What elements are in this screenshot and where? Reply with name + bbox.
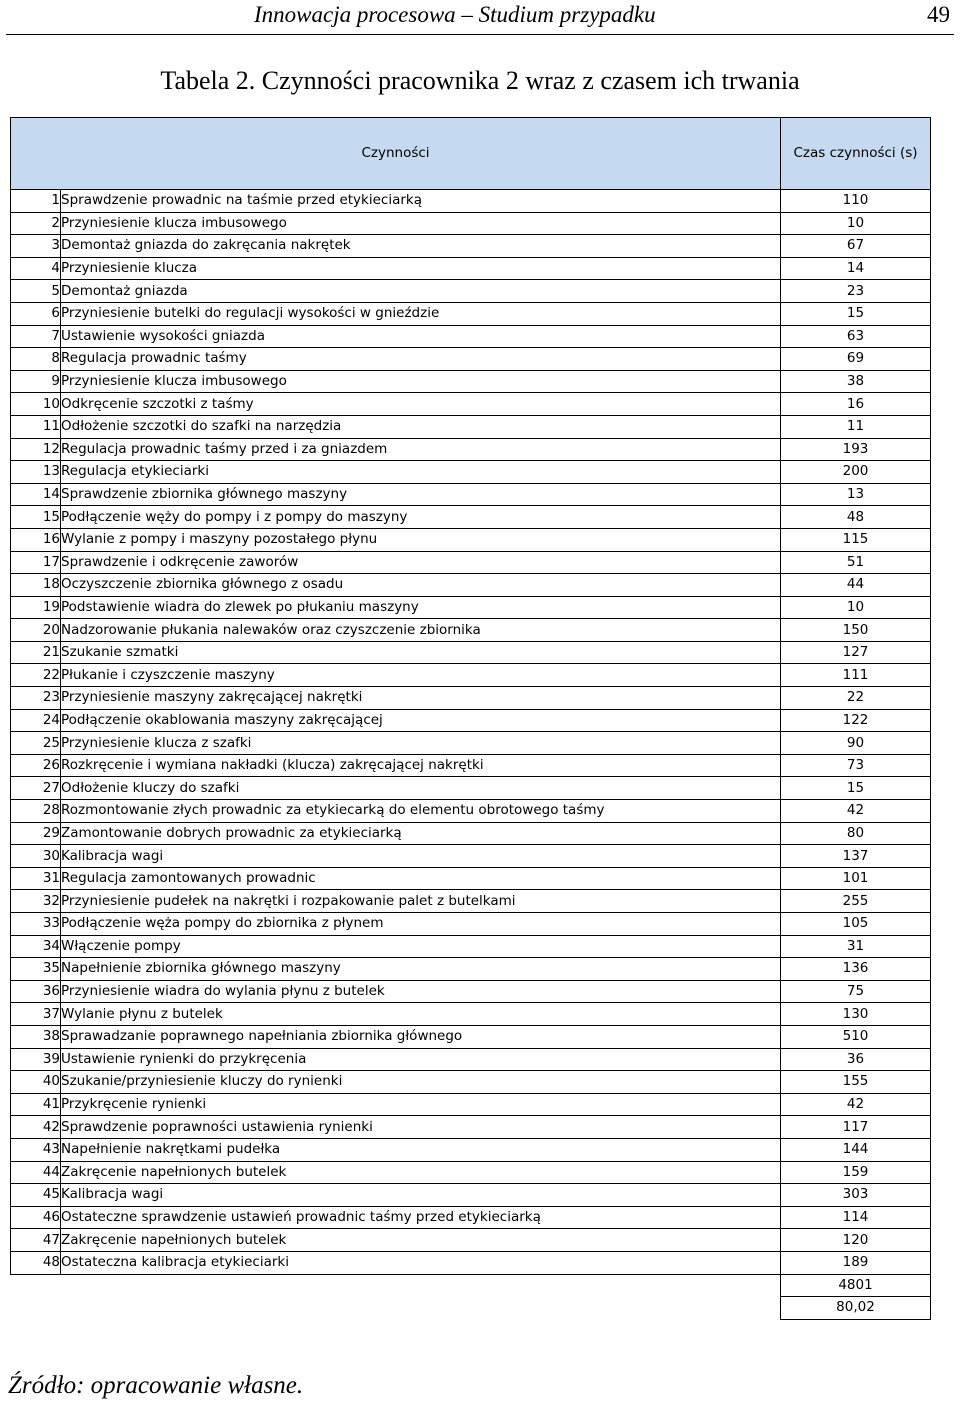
table-row	[11, 235, 931, 258]
activity-cell: Szukanie/przyniesienie kluczy do rynienki	[61, 1071, 781, 1094]
row-number: 29	[11, 822, 61, 845]
row-number: 1	[11, 190, 61, 213]
table-row	[11, 1206, 931, 1229]
table-row	[11, 483, 931, 506]
row-number: 18	[11, 574, 61, 597]
row-number: 23	[11, 687, 61, 710]
time-cell: 136	[781, 958, 931, 981]
table-row	[11, 822, 931, 845]
table-row	[11, 325, 931, 348]
activity-cell: Sprawdzenie prowadnic na taśmie przed etykieciarką	[61, 190, 781, 213]
table-row	[11, 664, 931, 687]
row-number: 28	[11, 800, 61, 823]
row-number: 7	[11, 325, 61, 348]
table-row	[11, 280, 931, 303]
row-number: 14	[11, 483, 61, 506]
activity-cell: Przyniesienie klucza imbusowego	[61, 370, 781, 393]
time-cell: 111	[781, 664, 931, 687]
row-number: 41	[11, 1093, 61, 1116]
activity-cell: Regulacja prowadnic taśmy przed i za gniazdem	[61, 438, 781, 461]
activity-cell: Odłożenie szczotki do szafki na narzędzia	[61, 415, 781, 438]
activities-table	[10, 117, 931, 1320]
row-number: 40	[11, 1071, 61, 1094]
row-number: 31	[11, 867, 61, 890]
row-number: 37	[11, 1003, 61, 1026]
time-cell: 159	[781, 1161, 931, 1184]
activity-cell: Przyniesienie klucza z szafki	[61, 732, 781, 755]
row-number: 35	[11, 958, 61, 981]
table-row	[11, 438, 931, 461]
row-number: 20	[11, 619, 61, 642]
time-cell: 150	[781, 619, 931, 642]
table-row	[11, 1138, 931, 1161]
row-number: 43	[11, 1138, 61, 1161]
activity-cell: Rozmontowanie złych prowadnic za etykiecarką do elementu obrotowego taśmy	[61, 800, 781, 823]
page-number: 49	[927, 2, 950, 27]
activity-cell: Nadzorowanie płukania nalewaków oraz czyszczenie zbiornika	[61, 619, 781, 642]
activity-cell: Przyniesienie klucza imbusowego	[61, 212, 781, 235]
table-row	[11, 506, 931, 529]
row-number: 34	[11, 935, 61, 958]
time-cell: 105	[781, 913, 931, 936]
activity-cell: Sprawdzenie zbiornika głównego maszyny	[61, 483, 781, 506]
row-number: 46	[11, 1206, 61, 1229]
table-row	[11, 415, 931, 438]
activity-cell: Sprawdzenie i odkręcenie zaworów	[61, 551, 781, 574]
table-header-row	[11, 118, 931, 190]
time-cell: 144	[781, 1138, 931, 1161]
activity-cell: Regulacja etykieciarki	[61, 461, 781, 484]
table-row	[11, 1025, 931, 1048]
table-row	[11, 1003, 931, 1026]
table-row	[11, 1116, 931, 1139]
row-number: 3	[11, 235, 61, 258]
time-cell: 255	[781, 890, 931, 913]
time-cell: 137	[781, 845, 931, 868]
activity-cell: Regulacja zamontowanych prowadnic	[61, 867, 781, 890]
row-number: 4	[11, 257, 61, 280]
activity-cell: Zamontowanie dobrych prowadnic za etykieciarką	[61, 822, 781, 845]
time-cell: 120	[781, 1229, 931, 1252]
time-cell: 189	[781, 1251, 931, 1274]
time-cell: 117	[781, 1116, 931, 1139]
activity-cell: Wylanie z pompy i maszyny pozostałego płynu	[61, 528, 781, 551]
row-number: 15	[11, 506, 61, 529]
running-header	[6, 0, 954, 35]
activity-cell: Odkręcenie szczotki z taśmy	[61, 393, 781, 416]
time-cell: 63	[781, 325, 931, 348]
time-cell: 115	[781, 528, 931, 551]
total-minutes-cell: 80,02	[781, 1297, 931, 1320]
activity-cell: Szukanie szmatki	[61, 641, 781, 664]
activity-cell: Oczyszczenie zbiornika głównego z osadu	[61, 574, 781, 597]
activity-cell: Podłączenie węży do pompy i z pompy do maszyny	[61, 506, 781, 529]
activity-cell: Ustawienie wysokości gniazda	[61, 325, 781, 348]
source-note: Źródło: opracowanie własne.	[8, 1372, 304, 1399]
time-cell: 48	[781, 506, 931, 529]
activity-cell: Przyniesienie pudełek na nakrętki i rozpakowanie palet z butelkami	[61, 890, 781, 913]
activity-cell: Włączenie pompy	[61, 935, 781, 958]
activity-cell: Podstawienie wiadra do zlewek po płukaniu maszyny	[61, 596, 781, 619]
time-cell: 127	[781, 641, 931, 664]
row-number: 12	[11, 438, 61, 461]
table-row	[11, 1161, 931, 1184]
row-number: 21	[11, 641, 61, 664]
time-cell: 14	[781, 257, 931, 280]
table-row	[11, 913, 931, 936]
activity-cell: Przyniesienie butelki do regulacji wysokości w gnieździe	[61, 302, 781, 325]
activity-cell: Zakręcenie napełnionych butelek	[61, 1161, 781, 1184]
time-cell: 11	[781, 415, 931, 438]
table-row	[11, 1093, 931, 1116]
time-cell: 36	[781, 1048, 931, 1071]
time-cell: 16	[781, 393, 931, 416]
time-cell: 67	[781, 235, 931, 258]
time-cell: 38	[781, 370, 931, 393]
table-row	[11, 1229, 931, 1252]
row-number: 48	[11, 1251, 61, 1274]
total-minutes-row	[11, 1297, 931, 1320]
activity-cell: Wylanie płynu z butelek	[61, 1003, 781, 1026]
table-row	[11, 190, 931, 213]
table-row	[11, 574, 931, 597]
table-row	[11, 641, 931, 664]
time-cell: 303	[781, 1184, 931, 1207]
blank-cell	[11, 1297, 781, 1320]
row-number: 36	[11, 980, 61, 1003]
time-cell: 73	[781, 754, 931, 777]
row-number: 17	[11, 551, 61, 574]
activity-cell: Podłączenie węża pompy do zbiornika z płynem	[61, 913, 781, 936]
time-cell: 15	[781, 777, 931, 800]
row-number: 19	[11, 596, 61, 619]
time-cell: 110	[781, 190, 931, 213]
activity-cell: Przykręcenie rynienki	[61, 1093, 781, 1116]
time-cell: 44	[781, 574, 931, 597]
table-row	[11, 800, 931, 823]
row-number: 5	[11, 280, 61, 303]
activity-cell: Podłączenie okablowania maszyny zakręcającej	[61, 709, 781, 732]
activity-cell: Demontaż gniazda do zakręcania nakrętek	[61, 235, 781, 258]
table-row	[11, 1251, 931, 1274]
activity-cell: Odłożenie kluczy do szafki	[61, 777, 781, 800]
row-number: 24	[11, 709, 61, 732]
table-row	[11, 302, 931, 325]
table-row	[11, 257, 931, 280]
table-row	[11, 687, 931, 710]
table-caption: Tabela 2. Czynności pracownika 2 wraz z czasem ich trwania	[160, 66, 800, 95]
table-row	[11, 980, 931, 1003]
activity-cell: Przyniesienie maszyny zakręcającej nakrętki	[61, 687, 781, 710]
time-cell: 22	[781, 687, 931, 710]
column-header-time: Czas czynności (s)	[781, 118, 931, 190]
row-number: 32	[11, 890, 61, 913]
time-cell: 155	[781, 1071, 931, 1094]
row-number: 9	[11, 370, 61, 393]
row-number: 30	[11, 845, 61, 868]
table-row	[11, 370, 931, 393]
activity-cell: Sprawdzenie poprawności ustawienia rynienki	[61, 1116, 781, 1139]
table-row	[11, 348, 931, 371]
activity-cell: Regulacja prowadnic taśmy	[61, 348, 781, 371]
time-cell: 15	[781, 302, 931, 325]
time-cell: 510	[781, 1025, 931, 1048]
time-cell: 13	[781, 483, 931, 506]
table-row	[11, 732, 931, 755]
time-cell: 200	[781, 461, 931, 484]
column-header-activities: Czynności	[11, 118, 781, 190]
table-row	[11, 1184, 931, 1207]
table-body	[11, 190, 931, 1275]
row-number: 39	[11, 1048, 61, 1071]
activity-cell: Kalibracja wagi	[61, 1184, 781, 1207]
table-row	[11, 528, 931, 551]
row-number: 42	[11, 1116, 61, 1139]
time-cell: 114	[781, 1206, 931, 1229]
activity-cell: Płukanie i czyszczenie maszyny	[61, 664, 781, 687]
activity-cell: Sprawadzanie poprawnego napełniania zbiornika głównego	[61, 1025, 781, 1048]
table-row	[11, 619, 931, 642]
activity-cell: Napełnienie nakrętkami pudełka	[61, 1138, 781, 1161]
time-cell: 10	[781, 596, 931, 619]
activity-cell: Rozkręcenie i wymiana nakładki (klucza) zakręcającej nakrętki	[61, 754, 781, 777]
activity-cell: Ustawienie rynienki do przykręcenia	[61, 1048, 781, 1071]
row-number: 47	[11, 1229, 61, 1252]
running-title: Innowacja procesowa – Studium przypadku	[254, 2, 656, 27]
table-row	[11, 461, 931, 484]
table-row	[11, 596, 931, 619]
table-row	[11, 935, 931, 958]
row-number: 44	[11, 1161, 61, 1184]
blank-cell	[11, 1274, 781, 1297]
table-row	[11, 845, 931, 868]
row-number: 27	[11, 777, 61, 800]
activity-cell: Demontaż gniazda	[61, 280, 781, 303]
table-row	[11, 551, 931, 574]
time-cell: 193	[781, 438, 931, 461]
row-number: 13	[11, 461, 61, 484]
activity-cell: Przyniesienie klucza	[61, 257, 781, 280]
row-number: 22	[11, 664, 61, 687]
activity-cell: Zakręcenie napełnionych butelek	[61, 1229, 781, 1252]
total-seconds-cell: 4801	[781, 1274, 931, 1297]
time-cell: 31	[781, 935, 931, 958]
activity-cell: Napełnienie zbiornika głównego maszyny	[61, 958, 781, 981]
table-row	[11, 1048, 931, 1071]
table-row	[11, 867, 931, 890]
row-number: 33	[11, 913, 61, 936]
table-row	[11, 958, 931, 981]
table-row	[11, 393, 931, 416]
time-cell: 10	[781, 212, 931, 235]
table-row	[11, 1071, 931, 1094]
time-cell: 101	[781, 867, 931, 890]
table-row	[11, 709, 931, 732]
row-number: 11	[11, 415, 61, 438]
time-cell: 42	[781, 800, 931, 823]
activity-cell: Przyniesienie wiadra do wylania płynu z butelek	[61, 980, 781, 1003]
row-number: 6	[11, 302, 61, 325]
time-cell: 42	[781, 1093, 931, 1116]
row-number: 16	[11, 528, 61, 551]
time-cell: 122	[781, 709, 931, 732]
table-row	[11, 777, 931, 800]
time-cell: 80	[781, 822, 931, 845]
time-cell: 130	[781, 1003, 931, 1026]
row-number: 45	[11, 1184, 61, 1207]
row-number: 8	[11, 348, 61, 371]
time-cell: 69	[781, 348, 931, 371]
table-row	[11, 890, 931, 913]
table-row	[11, 212, 931, 235]
time-cell: 23	[781, 280, 931, 303]
activity-cell: Ostateczna kalibracja etykieciarki	[61, 1251, 781, 1274]
time-cell: 90	[781, 732, 931, 755]
activity-cell: Ostateczne sprawdzenie ustawień prowadnic taśmy przed etykieciarką	[61, 1206, 781, 1229]
row-number: 25	[11, 732, 61, 755]
table-row	[11, 754, 931, 777]
row-number: 38	[11, 1025, 61, 1048]
total-seconds-row	[11, 1274, 931, 1297]
time-cell: 51	[781, 551, 931, 574]
row-number: 2	[11, 212, 61, 235]
time-cell: 75	[781, 980, 931, 1003]
row-number: 26	[11, 754, 61, 777]
activity-cell: Kalibracja wagi	[61, 845, 781, 868]
row-number: 10	[11, 393, 61, 416]
